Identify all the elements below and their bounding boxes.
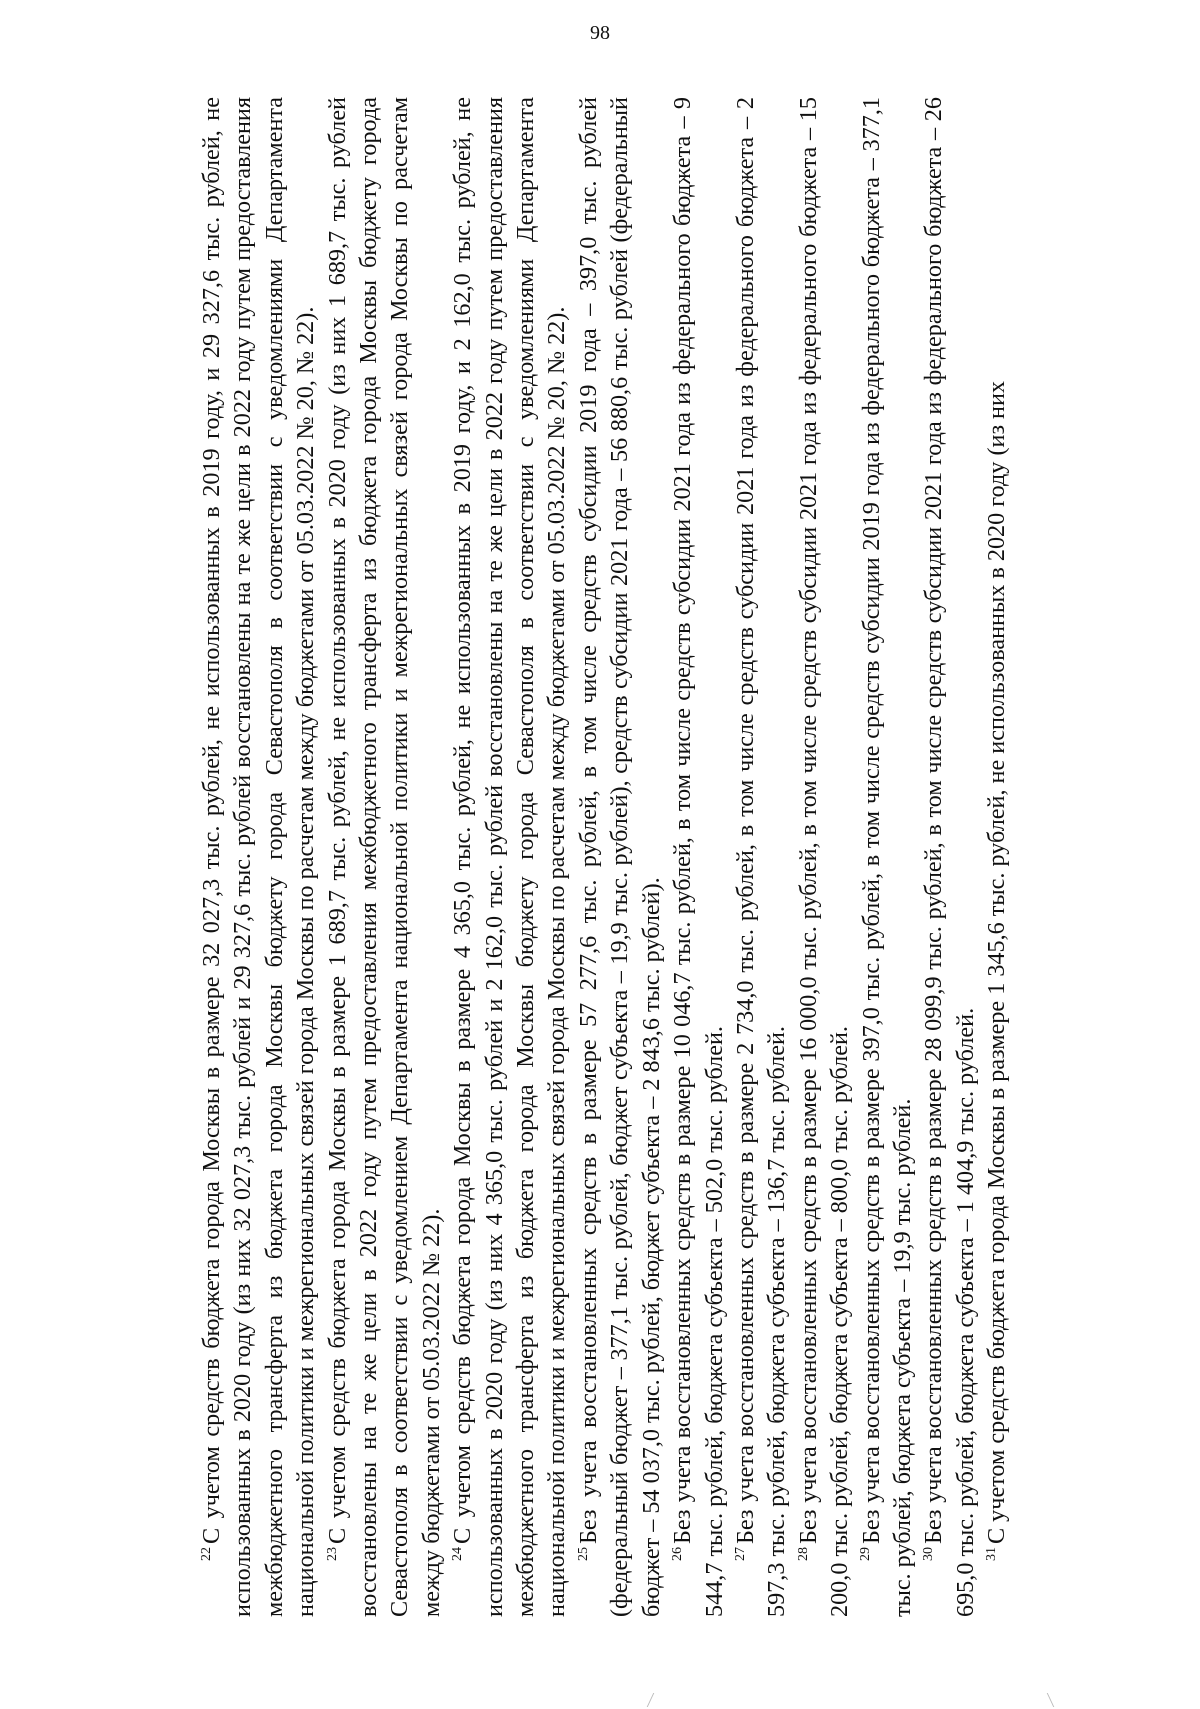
footnote-23 [322, 97, 448, 1617]
footnote-marker: 30 [921, 1547, 937, 1561]
footnote-text: Без учета восстановленных средств в размере 16 000,0 тыс. рублей, в том числе средств субсидии 2021 года из федерального бюджета – 15 200,0 тыс. рублей, бюджета субъекта – 800,0 тыс. рублей. [794, 97, 854, 1617]
footnote-27 [730, 97, 793, 1617]
footnote-text: Без учета восстановленных средств в размере 397,0 тыс. рублей, в том числе средств субсидии 2019 года из федерального бюджета – 377,1 тыс. рублей, бюджета субъекта – 19,9 тыс. рублей. [857, 97, 916, 1617]
footnote-22 [196, 97, 322, 1617]
rotated-content [196, 97, 1096, 1617]
footnote-text: С учетом средств бюджета города Москвы в размере 32 027,3 тыс. рублей, не использованных в 2019 году, и 29 327,6 тыс. рублей, не использованных в 2020 году (из них 32 027,3 тыс. рублей и 29 327,6 тыс. рублей восстановлены на те же цели в 2022 году путем предоставления межбюджетного трансферта из бюджета города Москвы бюджету города Севастополя в соответствии с уведомлениями Департамента национальной политики и межрегиональных связей города Москвы по расчетам между бюджетами от 05.03.2022 № 20, № 22). [198, 97, 320, 1617]
footnote-text: С учетом средств бюджета города Москвы в размере 1 689,7 тыс. рублей, не использованных в 2020 году (из них 1 689,7 тыс. рублей восстановлены на те же цели в 2022 году путем предоставления межбюджетного трансферта из бюджета города Москвы бюджету города Севастополя в соответствии с уведомлением Департамента национальной политики и межрегиональных связей города Москвы по расчетам между бюджетами от 05.03.2022 № 22). [323, 97, 445, 1617]
scan-edge-marks [0, 1689, 1200, 1709]
footnote-marker: 22 [198, 1547, 214, 1561]
footnote-marker: 26 [670, 1547, 686, 1561]
footnote-marker: 27 [732, 1547, 748, 1561]
footnote-text: С учетом средств бюджета города Москвы в размере 1 345,6 тыс. рублей, не использованных в 2020 году (из них [983, 380, 1011, 1544]
footnote-31 [981, 97, 1012, 1617]
scan-mark-left [647, 1693, 665, 1707]
footnote-24 [447, 97, 573, 1617]
footnote-marker: 23 [324, 1547, 340, 1561]
footnote-29 [856, 97, 919, 1617]
footnote-26 [667, 97, 730, 1617]
scan-mark-right [1047, 1693, 1065, 1707]
footnote-text: Без учета восстановленных средств в размере 57 277,6 тыс. рублей, в том числе средств субсидии 2019 года – 397,0 тыс. рублей (федеральный бюджет – 377,1 тыс. рублей, бюджет субъекта – 19,9 тыс. рублей), средств субсидии 2021 года – 56 880,6 тыс. рублей (федеральный бюджет – 54 037,0 тыс. рублей, бюджет субъекта – 2 843,6 тыс. рублей). [574, 97, 665, 1617]
footnotes-block [196, 97, 1096, 1617]
page-number: 98 [590, 22, 610, 44]
footnote-text: Без учета восстановленных средств в размере 2 734,0 тыс. рублей, в том числе средств субсидии 2021 года из федерального бюджета – 2 597,3 тыс. рублей, бюджета субъекта – 136,7 тыс. рублей. [731, 97, 791, 1617]
footnote-marker: 31 [984, 1547, 1000, 1561]
footnote-text: С учетом средств бюджета города Москвы в размере 4 365,0 тыс. рублей, не использованных в 2019 году, и 2 162,0 тыс. рублей, не использованных в 2020 году (из них 4 365,0 тыс. рублей и 2 162,0 тыс. рублей восстановлены на те же цели в 2022 году путем предоставления межбюджетного трансферта из бюджета города Москвы бюджету города Севастополя в соответствии с уведомлениями Департамента национальной политики и межрегиональных связей города Москвы по расчетам между бюджетами от 05.03.2022 № 20, № 22). [449, 97, 571, 1617]
footnote-30 [918, 97, 981, 1617]
footnote-marker: 24 [450, 1547, 466, 1561]
footnote-text: Без учета восстановленных средств в размере 10 046,7 тыс. рублей, в том числе средств субсидии 2021 года из федерального бюджета – 9 544,7 тыс. рублей, бюджета субъекта – 502,0 тыс. рублей. [669, 97, 728, 1617]
footnote-25 [573, 97, 667, 1617]
footnote-28 [793, 97, 856, 1617]
footnote-text: Без учета восстановленных средств в размере 28 099,9 тыс. рублей, в том числе средств субсидии 2021 года из федерального бюджета – 26 695,0 тыс. рублей, бюджета субъекта – 1 404,9 тыс. рублей. [920, 97, 979, 1617]
footnote-marker: 25 [575, 1547, 591, 1561]
footnote-marker: 29 [858, 1547, 874, 1561]
footnote-marker: 28 [795, 1547, 811, 1561]
